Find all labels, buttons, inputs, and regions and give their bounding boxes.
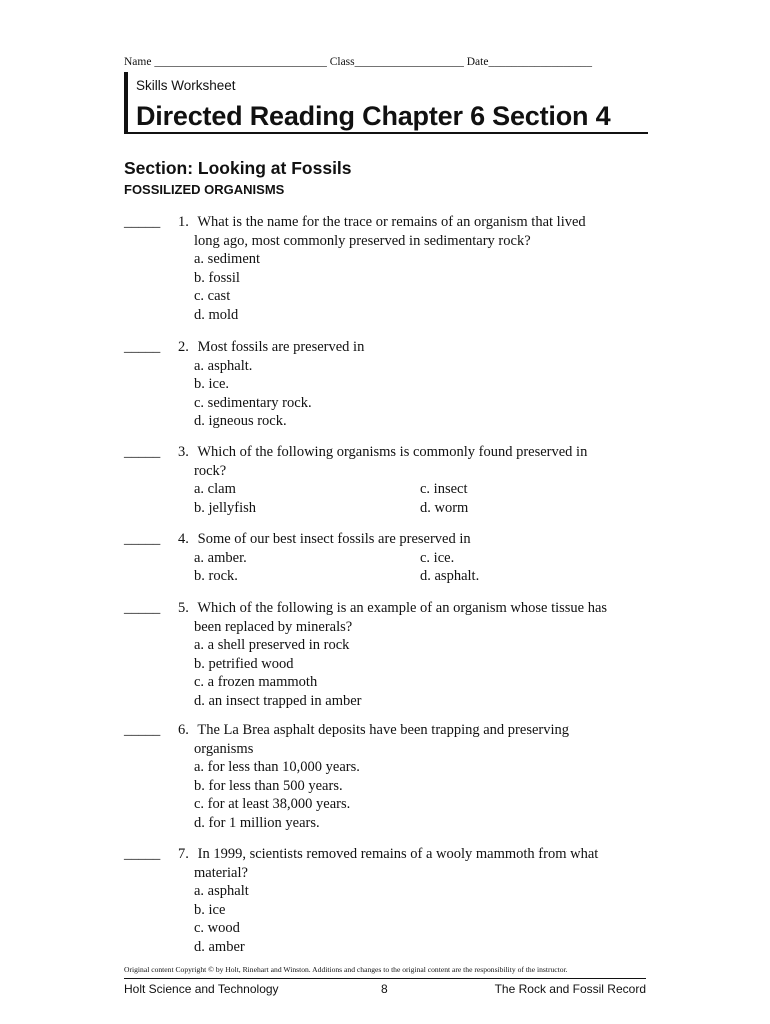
answer-blank[interactable]: _____ [124,339,161,355]
option-a: a. a shell preserved in rock [194,637,350,654]
answer-options [194,357,634,431]
answer-blank[interactable]: _____ [124,531,161,547]
copyright-notice: Original content Copyright © by Holt, Rinehart and Winston. Additions and changes to the original content are the responsibility of the instructor. [124,965,568,974]
question-stem [178,530,648,549]
question-text-continued: long ago, most commonly preserved in sedimentary rock? [194,232,531,249]
option-b: b. petrified wood [194,655,294,672]
option-a: a. sediment [194,251,261,268]
option-a: a. amber. [194,549,247,566]
name-class-date-line: Name ______________________________ Class___________________ Date__________________ [124,56,592,68]
question-text-continued: rock? [194,462,227,479]
question-text: The La Brea asphalt deposits have been trapping and preserving [197,722,570,738]
option-c: c. ice. [420,549,455,566]
answer-options [194,882,634,956]
option-d: d. an insect trapped in amber [194,692,362,709]
option-d: d. worm [420,499,469,516]
option-a: a. asphalt. [194,357,253,374]
question-text: Most fossils are preserved in [197,339,365,355]
answer-options [194,250,634,324]
question-stem [178,213,648,250]
option-b: b. rock. [194,568,238,585]
option-c: c. sedimentary rock. [194,394,312,411]
footer-publisher: Holt Science and Technology [124,982,279,996]
section-title: Section: Looking at Fossils [124,158,352,178]
page-title: Directed Reading Chapter 6 Section 4 [136,101,611,131]
option-d: d. asphalt. [420,568,480,585]
option-d: d. igneous rock. [194,413,287,430]
answer-options [194,549,634,586]
option-a: a. for less than 10,000 years. [194,759,360,776]
question-text: Which of the following is an example of an organism whose tissue has [197,600,608,616]
question-text-continued: material? [194,864,248,881]
answer-blank[interactable]: _____ [124,444,161,460]
question-text: What is the name for the trace or remains of an organism that lived [197,214,586,230]
option-d: d. amber [194,938,245,955]
option-b: b. fossil [194,269,240,286]
section-subhead: FOSSILIZED ORGANISMS [124,182,285,197]
worksheet-label: Skills Worksheet [136,78,236,93]
question-number: 2. [178,339,189,355]
header-bottom-rule [124,132,648,134]
answer-blank[interactable]: _____ [124,846,161,862]
answer-blank[interactable]: _____ [124,214,161,230]
question-number: 3. [178,444,189,460]
option-c: c. insect [420,481,468,498]
answer-options [194,636,634,710]
question-number: 6. [178,722,189,738]
option-b: b. ice [194,901,226,918]
answer-options [194,480,634,517]
question-text: Some of our best insect fossils are preserved in [197,531,471,547]
question-number: 7. [178,846,189,862]
question-number: 4. [178,531,189,547]
option-c: c. for at least 38,000 years. [194,796,351,813]
footer-chapter-title: The Rock and Fossil Record [494,982,646,996]
answer-blank[interactable]: _____ [124,722,161,738]
header-left-bar [124,72,128,134]
question-stem [178,599,648,636]
worksheet-header [124,72,648,134]
question-number: 1. [178,214,189,230]
question-stem [178,845,648,882]
question-text: In 1999, scientists removed remains of a wooly mammoth from what [197,846,599,862]
option-c: c. wood [194,920,240,937]
option-c: c. cast [194,288,231,305]
question-text: Which of the following organisms is commonly found preserved in [197,444,588,460]
option-b: b. for less than 500 years. [194,777,343,794]
footer-rule [124,978,646,979]
option-d: d. for 1 million years. [194,814,320,831]
option-a: a. asphalt [194,883,249,900]
question-stem [178,338,648,357]
question-text-continued: organisms [194,740,254,757]
question-text-continued: been replaced by minerals? [194,618,353,635]
option-c: c. a frozen mammoth [194,674,318,691]
answer-blank[interactable]: _____ [124,600,161,616]
question-number: 5. [178,600,189,616]
option-b: b. ice. [194,376,230,393]
question-stem [178,443,648,480]
question-stem [178,721,648,758]
option-d: d. mold [194,306,239,323]
page-number: 8 [381,982,388,996]
answer-options [194,758,634,832]
option-b: b. jellyfish [194,499,257,516]
option-a: a. clam [194,481,236,498]
